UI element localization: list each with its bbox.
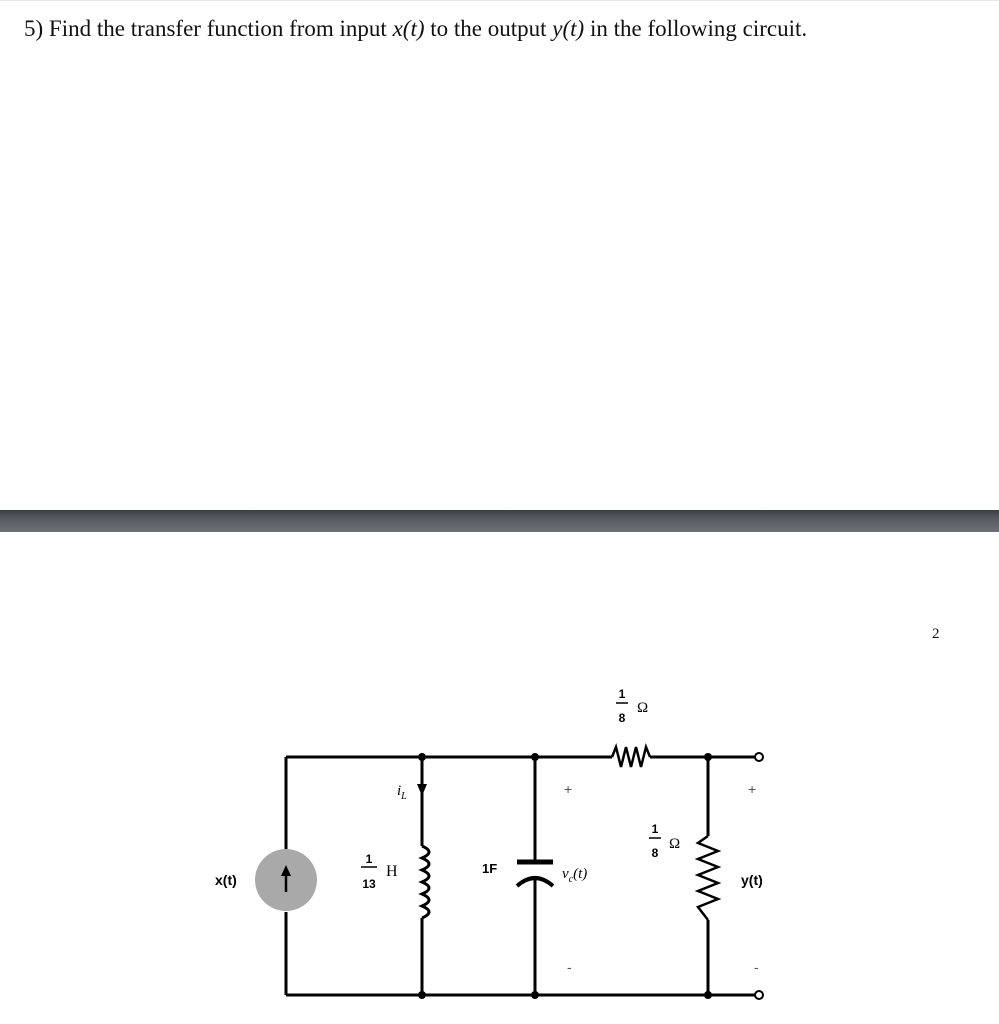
capacitor-voltage-label xyxy=(562,866,587,885)
capacitor-voltage-symbol: v xyxy=(562,866,569,882)
junction-dot xyxy=(531,753,539,761)
series-resistor-icon xyxy=(612,747,650,767)
question-number: 5) xyxy=(24,16,44,41)
capacitor-voltage-subscript: c xyxy=(568,874,574,885)
junction-dot xyxy=(704,753,712,761)
junction-dot xyxy=(418,753,426,761)
shunt-resistor-denominator: 8 xyxy=(651,846,659,860)
junction-dot xyxy=(704,991,712,999)
input-symbol: x(t) xyxy=(392,16,425,41)
inductor-icon xyxy=(422,846,429,918)
output-terminal-bottom xyxy=(755,991,763,999)
question-text-before: Find the transfer function from input xyxy=(48,16,387,41)
inductor-value-denominator: 13 xyxy=(362,877,376,891)
capacitor-value: 1F xyxy=(482,861,498,876)
inductor-current-label xyxy=(397,783,407,802)
output-label: y(t) xyxy=(741,872,763,888)
inductor-current-symbol: i xyxy=(397,783,402,799)
output-terminal-top xyxy=(755,753,763,761)
inductor-current-arrow-icon xyxy=(417,784,427,796)
series-resistor-denominator: 8 xyxy=(618,711,626,725)
source-label: x(t) xyxy=(215,872,237,888)
inductor-value-numerator: 1 xyxy=(365,852,373,866)
output-symbol: y(t) xyxy=(552,16,585,41)
capacitor-voltage-argument: (t) xyxy=(573,866,588,882)
series-resistor-unit: Ω xyxy=(637,700,649,716)
page-number: 2 xyxy=(932,626,940,642)
capacitor-minus-sign: - xyxy=(567,959,572,975)
question-text-after: in the following circuit. xyxy=(589,16,808,41)
junction-dot xyxy=(418,991,426,999)
question-text-middle: to the output xyxy=(430,16,547,41)
circuit-wires xyxy=(286,757,756,995)
inductor-current-subscript: L xyxy=(401,791,407,802)
output-minus-sign: - xyxy=(754,959,759,975)
output-plus-sign: + xyxy=(748,781,757,797)
series-resistor-numerator: 1 xyxy=(618,687,626,701)
junction-dot xyxy=(531,991,539,999)
shunt-resistor-icon xyxy=(698,836,718,920)
shunt-resistor-unit: Ω xyxy=(669,836,681,852)
shunt-resistor-numerator: 1 xyxy=(651,822,659,836)
inductor-unit: H xyxy=(386,863,398,880)
capacitor-plus-sign: + xyxy=(564,781,573,797)
